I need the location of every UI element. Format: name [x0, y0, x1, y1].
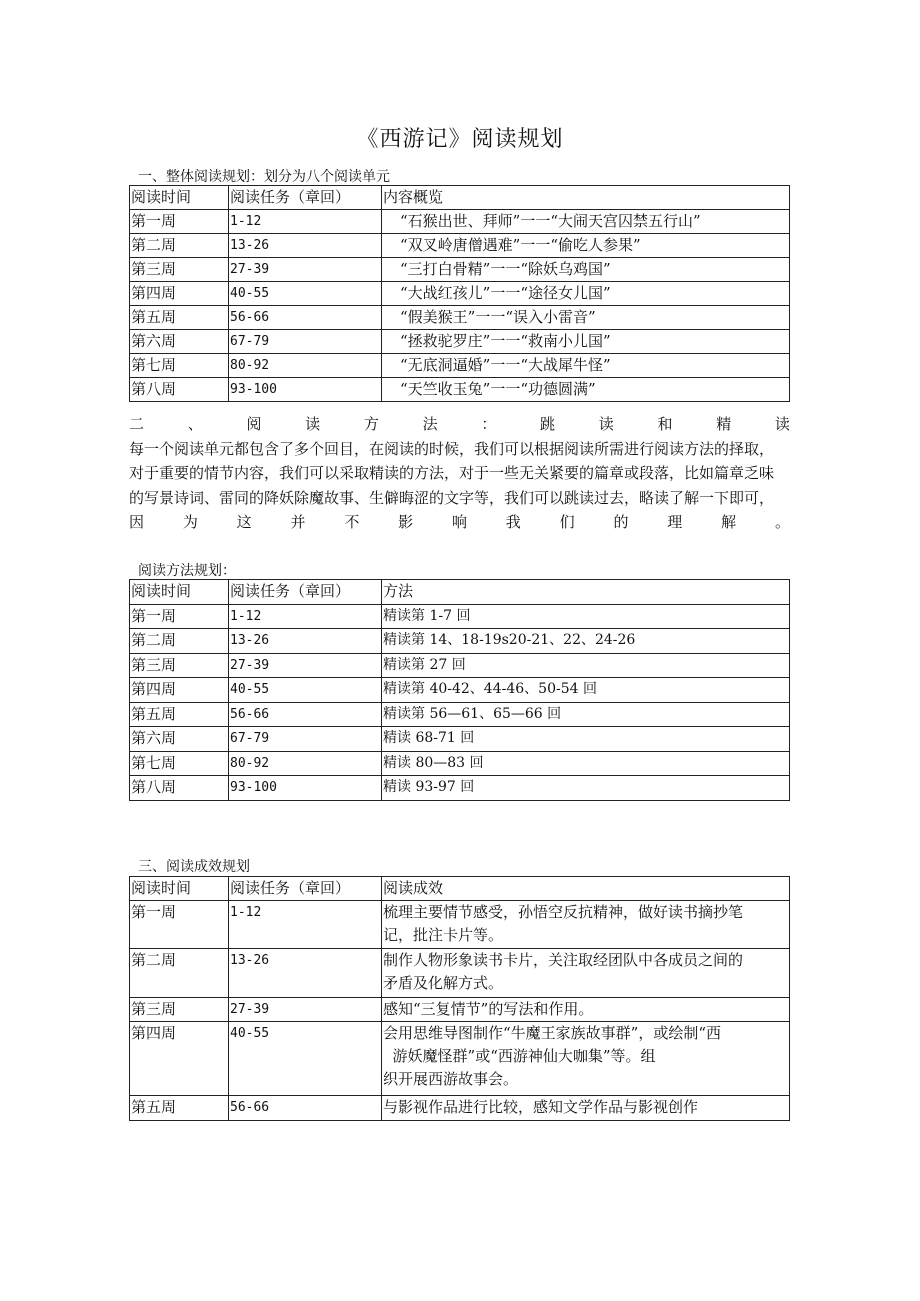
header-cell: 阅读时间 [130, 877, 229, 901]
paragraph-char: 并 [290, 513, 306, 531]
outcome-cell [382, 1022, 790, 1096]
heading-char: 读 [598, 415, 614, 433]
range-cell: 40-55 [229, 1022, 382, 1096]
range-cell: 27-39 [229, 998, 382, 1022]
outcome-line: 会用思维导图制作“牛魔王家族故事群”，或绘制“西 [383, 1024, 722, 1042]
heading-char: 读 [305, 415, 321, 433]
method-cell: 精读 68-71 回 [382, 727, 790, 752]
header-cell: 内容概览 [382, 186, 790, 210]
week-cell: 第一周 [130, 210, 229, 234]
table-row [130, 234, 790, 258]
section1-heading: 一、整体阅读规划：划分为八个阅读单元 [138, 169, 390, 185]
outcome-cell [382, 998, 790, 1022]
method-cell: 精读 93-97 回 [382, 776, 790, 801]
paragraph-char: 理 [667, 513, 683, 531]
week-cell: 第二周 [130, 234, 229, 258]
outcome-line: 织开展西游故事会。 [383, 1070, 519, 1088]
summary-cell: “石猴出世、拜师”一一“大闹天宫囚禁五行山” [382, 210, 790, 234]
outcome-cell [382, 949, 790, 998]
paragraph-char: 我 [505, 513, 521, 531]
heading-char: 精 [716, 415, 732, 433]
table-row [130, 702, 790, 727]
outcome-cell [382, 901, 790, 949]
table-row [130, 629, 790, 654]
table-row [130, 210, 790, 234]
week-cell: 第六周 [130, 727, 229, 752]
paragraph-char: 们 [559, 513, 575, 531]
range-cell: 13-26 [229, 234, 382, 258]
outcome-line: 记，批注卡片等。 [383, 926, 504, 944]
heading-char: 、 [187, 415, 203, 433]
heading-char: 读 [774, 415, 790, 433]
table-row [130, 727, 790, 752]
table-row [130, 653, 790, 678]
outcome-line: 梳理主要情节感受，孙悟空反抗精神，做好读书摘抄笔 [383, 903, 744, 921]
header-cell: 阅读时间 [130, 186, 229, 210]
range-cell: 56-66 [229, 1096, 382, 1121]
heading-char: ： [481, 415, 497, 433]
method-cell: 精读第 40-42、44-46、50-54 回 [382, 678, 790, 703]
week-cell: 第五周 [130, 306, 229, 330]
week-cell: 第四周 [130, 678, 229, 703]
header-cell: 方法 [382, 580, 790, 605]
range-cell: 67-79 [229, 330, 382, 354]
week-cell: 第三周 [130, 998, 229, 1022]
heading-char: 和 [657, 415, 673, 433]
heading-char: 阅 [246, 415, 262, 433]
table-row [130, 901, 790, 949]
table-row [130, 949, 790, 998]
section2-heading [129, 412, 790, 437]
table-header-row [130, 186, 790, 210]
paragraph-char: 为 [182, 513, 198, 531]
table-row [130, 330, 790, 354]
page-title: 《西游记》阅读规划 [356, 127, 564, 152]
week-cell: 第五周 [130, 702, 229, 727]
table-header-row [130, 580, 790, 605]
week-cell: 第四周 [130, 1022, 229, 1096]
paragraph-char: 的 [613, 513, 629, 531]
section3-heading: 三、阅读成效规划 [138, 859, 250, 875]
summary-cell: “三打白骨精”一一“除妖乌鸡国” [382, 258, 790, 282]
summary-cell: “假美猴王”一一“误入小雷音” [382, 306, 790, 330]
range-cell: 56-66 [229, 306, 382, 330]
summary-cell: “大战红孩儿”一一“途径女儿国” [382, 282, 790, 306]
outcome-line: 与影视作品进行比较，感知文学作品与影视创作 [383, 1098, 699, 1116]
method-cell: 精读第 56—61、65—66 回 [382, 702, 790, 727]
table-row [130, 1096, 790, 1121]
summary-cell: “无底洞逼婚”一一“大战犀牛怪” [382, 354, 790, 378]
paragraph-char: 影 [398, 513, 414, 531]
range-cell: 1-12 [229, 210, 382, 234]
table-row [130, 678, 790, 703]
week-cell: 第三周 [130, 653, 229, 678]
method-cell: 精读第 1-7 回 [382, 604, 790, 629]
range-cell: 40-55 [229, 678, 382, 703]
week-cell: 第四周 [130, 282, 229, 306]
table-row [130, 776, 790, 801]
table-row [130, 258, 790, 282]
summary-cell: “天竺收玉兔”一一“功德圆满” [382, 378, 790, 402]
outcome-line: 矛盾及化解方式。 [383, 974, 504, 992]
summary-cell: “双叉岭唐僧遇难”一一“偷吃人参果” [382, 234, 790, 258]
paragraph-line: 的写景诗词、雷同的降妖除魔故事、生僻晦涩的文字等，我们可以跳读过去，略读了解一下即可， [129, 488, 775, 507]
method-table [129, 579, 790, 801]
method-cell: 精读第 27 回 [382, 653, 790, 678]
header-cell: 阅读成效 [382, 877, 790, 901]
week-cell: 第三周 [130, 258, 229, 282]
range-cell: 93-100 [229, 776, 382, 801]
heading-char: 跳 [540, 415, 556, 433]
table-row [130, 1022, 790, 1096]
overview-table [129, 185, 790, 402]
paragraph-char: 不 [344, 513, 360, 531]
outcome-line: 感知“三复情节”的写法和作用。 [383, 1000, 594, 1018]
range-cell: 56-66 [229, 702, 382, 727]
week-cell: 第一周 [130, 604, 229, 629]
table-row [130, 306, 790, 330]
header-cell: 阅读任务（章回） [229, 877, 382, 901]
week-cell: 第七周 [130, 354, 229, 378]
paragraph-char: 解 [721, 513, 737, 531]
range-cell: 80-92 [229, 751, 382, 776]
week-cell: 第八周 [130, 378, 229, 402]
outcome-line: 制作人物形象读书卡片，关注取经团队中各成员之间的 [383, 951, 744, 969]
range-cell: 1-12 [229, 604, 382, 629]
table-header-row [130, 877, 790, 901]
range-cell: 27-39 [229, 258, 382, 282]
paragraph-line: 每一个阅读单元都包含了多个回目，在阅读的时候，我们可以根据阅读所需进行阅读方法的择取， [129, 439, 775, 458]
table-row [130, 604, 790, 629]
method-section [129, 412, 790, 535]
outcome-table [129, 876, 790, 1121]
outcome-cell [382, 1096, 790, 1121]
paragraph-char: 响 [451, 513, 467, 531]
table-row [130, 751, 790, 776]
range-cell: 13-26 [229, 629, 382, 654]
header-cell: 阅读任务（章回） [229, 186, 382, 210]
week-cell: 第二周 [130, 629, 229, 654]
range-cell: 27-39 [229, 653, 382, 678]
week-cell: 第一周 [130, 901, 229, 949]
week-cell: 第二周 [130, 949, 229, 998]
table-row [130, 354, 790, 378]
range-cell: 93-100 [229, 378, 382, 402]
table-row [130, 378, 790, 402]
table-row [130, 282, 790, 306]
paragraph-char: 这 [236, 513, 252, 531]
range-cell: 1-12 [229, 901, 382, 949]
method-cell: 精读第 14、18-19s20-21、22、24-26 [382, 629, 790, 654]
week-cell: 第六周 [130, 330, 229, 354]
method-cell: 精读 80—83 回 [382, 751, 790, 776]
paragraph-last-line [129, 510, 790, 535]
table-row [130, 998, 790, 1022]
paragraph-char: 。 [774, 513, 790, 531]
heading-char: 二 [129, 415, 145, 433]
week-cell: 第八周 [130, 776, 229, 801]
outcome-line: 游妖魔怪群”或“西游神仙大咖集”等。组 [383, 1047, 656, 1065]
week-cell: 第七周 [130, 751, 229, 776]
range-cell: 40-55 [229, 282, 382, 306]
header-cell: 阅读时间 [130, 580, 229, 605]
heading-char: 法 [422, 415, 438, 433]
summary-cell: “拯救驼罗庄”一一“救南小儿国” [382, 330, 790, 354]
header-cell: 阅读任务（章回） [229, 580, 382, 605]
range-cell: 13-26 [229, 949, 382, 998]
heading-char: 方 [363, 415, 379, 433]
range-cell: 80-92 [229, 354, 382, 378]
paragraph-char: 因 [129, 513, 145, 531]
week-cell: 第五周 [130, 1096, 229, 1121]
method-plan-heading: 阅读方法规划： [138, 563, 236, 579]
range-cell: 67-79 [229, 727, 382, 752]
paragraph-line: 对于重要的情节内容，我们可以采取精读的方法，对于一些无关紧要的篇章或段落，比如篇章乏味 [129, 464, 775, 482]
